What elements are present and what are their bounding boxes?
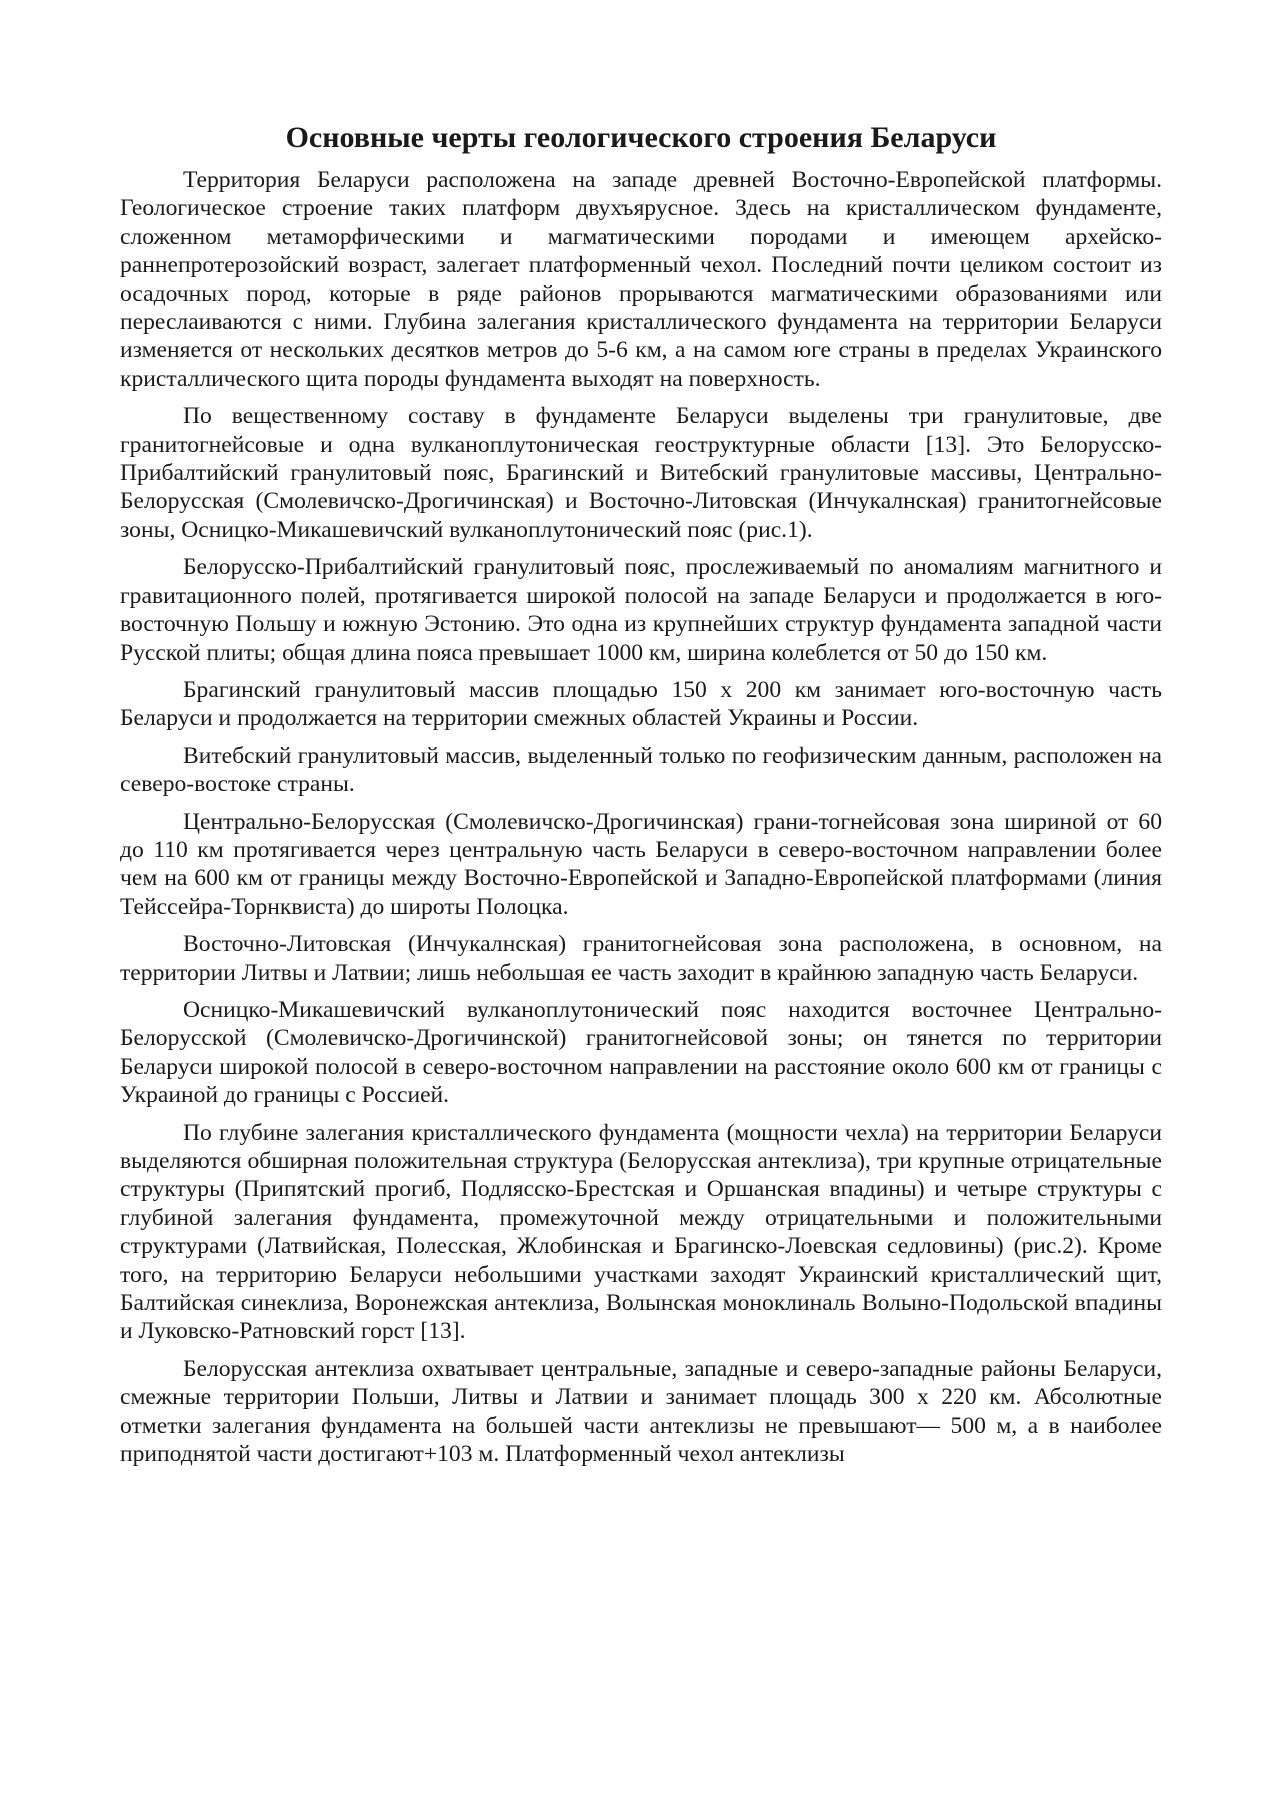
paragraph-7: Восточно-Литовская (Инчукалнская) гранитогнейсовая зона расположена, в основном, на территории Литвы и Латвии; лишь небольшая ее часть заходит в крайнюю западную часть Беларуси. <box>120 931 1162 986</box>
paragraph-5: Витебский гранулитовый массив, выделенный только по геофизическим данным, расположен на северо-востоке страны. <box>120 742 1162 798</box>
paragraph-10: Белорусская антеклиза охватывает центральные, западные и северо-западные районы Беларуси, смежные территории Польши, Литвы и Латвии и занимает площадь 300 х 220 км. Абсолютные отметки залегания фундамента на большей части антеклизы не превышают— 500 м, а в наиболее приподнятой части достигают+103 м. Платформенный чехол антеклизы <box>120 1355 1162 1468</box>
paragraph-2: По вещественному составу в фундаменте Беларуси выделены три гранулитовые, две гранитогнейсовые и одна вулканоплутоническая геоструктурные области [13]. Это Белорусско-Прибалтийский гранулитовый пояс, Брагинский и Витебский гранулитовые массивы, Центрально-Белорусская (Смолевичско-Дрогичинская) и Восточно-Литовская (Инчукалнская) гранитогнейсовые зоны, Осницко-Микашевичский вулканоплутонический пояс (рис.1). <box>120 403 1162 543</box>
paragraph-6: Центрально-Белорусская (Смолевичско-Дрогичинская) грани-тогнейсовая зона шириной от 60 до 110 км протягивается через центральную часть Беларуси в северо-восточном направлении более чем на 600 км от границы между Восточно-Европейской и Западно-Европейской платформами (линия Тейссейра-Торнквиста) до широты Полоцка. <box>120 808 1162 920</box>
paragraph-3: Белорусско-Прибалтийский гранулитовый пояс, прослеживаемый по аномалиям магнитного и гравитационного полей, протягивается широкой полосой на западе Беларуси и продолжается в юго-восточную Польшу и южную Эстонию. Это одна из крупнейших структур фундамента западной части Русской плиты; общая длина пояса превышает 1000 км, ширина колеблется от 50 до 150 км. <box>120 554 1162 666</box>
paragraph-9: По глубине залегания кристаллического фундамента (мощности чехла) на территории Беларуси выделяются обширная положительная структура (Белорусская антеклиза), три крупные отрицательные структуры (Припятский прогиб, Подлясско-Брестская и Оршанская впадины) и четыре структуры с глубиной залегания фундамента, промежуточной между отрицательными и положительными структурами (Латвийская, Полесская, Жлобинская и Брагинско-Лоевская седловины) (рис.2). Кроме того, на территорию Беларуси небольшими участками заходят Украинский кристаллический щит, Балтийская синеклиза, Воронежская антеклиза, Волынская моноклиналь Волыно-Подольской впадины и Луковско-Ратновский горст [13]. <box>120 1119 1162 1345</box>
paragraph-4: Брагинский гранулитовый массив площадью 150 х 200 км занимает юго-восточную часть Беларуси и продолжается на территории смежных областей Украины и России. <box>120 676 1162 732</box>
document-title: Основные черты геологического строения Беларуси <box>285 121 997 154</box>
document-page <box>120 118 1162 1477</box>
paragraph-8: Осницко-Микашевичский вулканоплутонический пояс находится восточнее Центрально-Белорусской (Смолевичско-Дрогичинской) гранитогнейсовой зоны; он тянется по территории Беларуси широкой полосой в северо-восточном направлении на расстояние около 600 км от границы с Украиной до границы с Россией. <box>120 996 1162 1109</box>
paragraph-1: Территория Беларуси расположена на западе древней Восточно-Европейской платформы. Геологическое строение таких платформ двухъярусное. Здесь на кристаллическом фундаменте, сложенном метаморфическими и магматическими породами и имеющем архейско-раннепротерозойский возраст, залегает платформенный чехол. Последний почти целиком состоит из осадочных пород, которые в ряде районов прорываются магматическими образованиями или переслаиваются с ними. Глубина залегания кристаллического фундамента на территории Беларуси изменяется от нескольких десятков метров до 5-6 км, а на самом юге страны в пределах Украинского кристаллического щита породы фундамента выходят на поверхность. <box>120 167 1162 392</box>
